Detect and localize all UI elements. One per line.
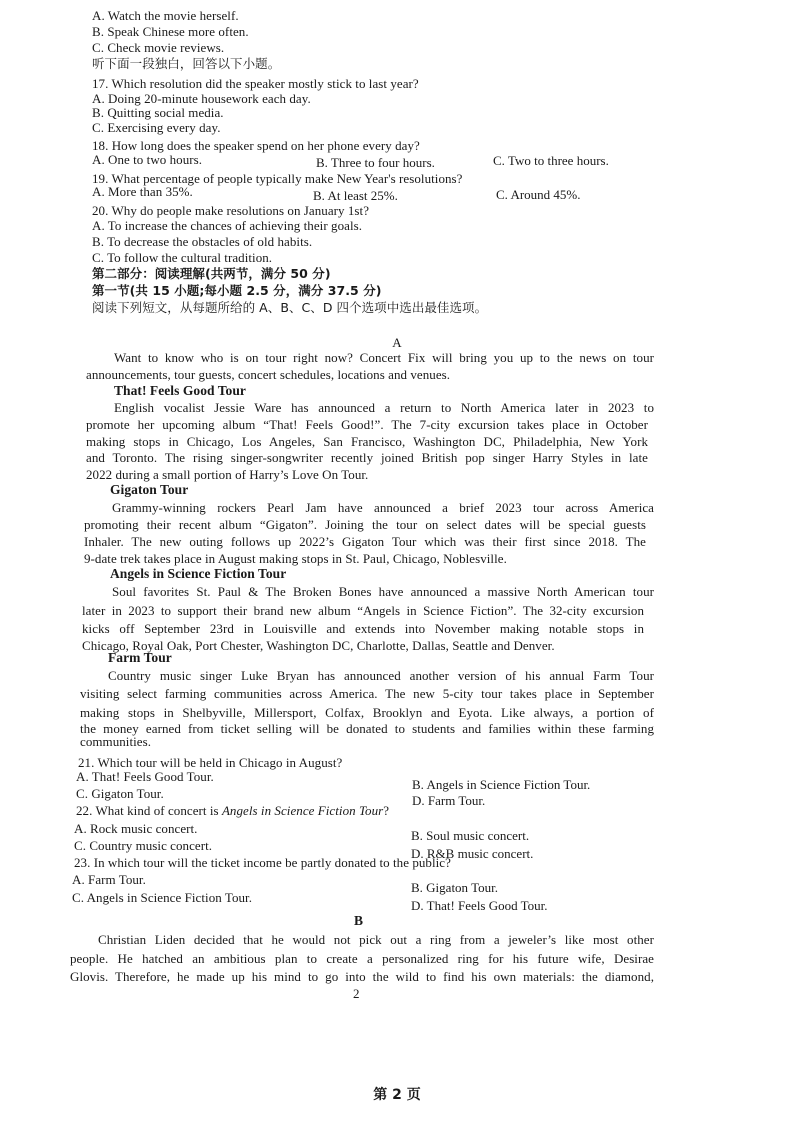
tour-line: promote her upcoming album “That! Feels Good!”. The 7-city excursion takes place in October xyxy=(86,417,648,432)
tour-line: Grammy-winning rockers Pearl Jam have announced a brief 2023 tour across America xyxy=(112,500,654,515)
passage-b-label: B xyxy=(354,913,364,928)
q22-option-b: B. Soul music concert. xyxy=(411,828,530,843)
tour-title: That! Feels Good Tour xyxy=(114,383,246,398)
tour-title: Angels in Science Fiction Tour xyxy=(110,566,287,581)
q20-stem: 20. Why do people make resolutions on January 1st? xyxy=(92,203,370,218)
part2-instruction: 阅读下列短文，从每题所给的 A、B、C、D 四个选项中选出最佳选项。 xyxy=(92,300,488,315)
tour-line: 9-date trek takes place in August making stops in St. Paul, Chicago, Noblesville. xyxy=(84,551,507,566)
tour-line: promoting their recent album “Gigaton”. Joining the tour on select dates will be special guests xyxy=(84,517,646,532)
tour-line: Inhaler. The new outing follows up 2022’s Gigaton Tour which was their first since 2018. The xyxy=(84,534,646,549)
tour-line: later in 2023 to support their brand new album “Angels in Science Fiction”. The 32-city excursion xyxy=(82,603,644,618)
tour-line: and Toronto. The rising singer-songwriter recently joined British pop singer Harry Styles in late xyxy=(86,450,648,465)
section-instruction: 听下面一段独白，回答以下小题。 xyxy=(92,56,281,71)
q22-stem-end: ? xyxy=(383,803,390,818)
part2-heading: 第二部分：阅读理解(共两节，满分 50 分) xyxy=(92,266,331,281)
q23-option-c: C. Angels in Science Fiction Tour. xyxy=(72,890,253,905)
tour-title: Farm Tour xyxy=(108,650,172,665)
q22-stem-title: Angels in Science Fiction Tour xyxy=(221,803,384,818)
passage-a-label: A xyxy=(392,335,402,350)
tour-line: the money earned from ticket selling will be donated to students and families within these farming xyxy=(80,721,654,736)
top-option-a: A. Watch the movie herself. xyxy=(92,8,239,23)
tour-line: English vocalist Jessie Ware has announced a return to North America later in 2023 to xyxy=(114,400,654,415)
part2-subheading: 第一节(共 15 小题;每小题 2.5 分，满分 37.5 分) xyxy=(92,283,382,298)
q23-option-a: A. Farm Tour. xyxy=(72,872,146,887)
top-option-b: B. Speak Chinese more often. xyxy=(92,24,249,39)
q21-option-a: A. That! Feels Good Tour. xyxy=(76,769,214,784)
q22-option-c: C. Country music concert. xyxy=(74,838,213,853)
q23-option-d: D. That! Feels Good Tour. xyxy=(411,898,548,913)
q19-option-a: A. More than 35%. xyxy=(92,184,193,199)
tour-line: Chicago, Royal Oak, Port Chester, Washington DC, Charlotte, Dallas, Seattle and Denver. xyxy=(82,638,555,653)
q18-option-b: B. Three to four hours. xyxy=(316,155,435,170)
q21-stem: 21. Which tour will be held in Chicago in August? xyxy=(78,755,343,770)
tour-line: communities. xyxy=(80,734,152,749)
q19-option-c: C. Around 45%. xyxy=(496,187,581,202)
q22-stem xyxy=(76,803,389,818)
passage-b-line: Glovis. Therefore, he made up his mind to go into the wild to find his own materials: the diamond, xyxy=(70,969,654,984)
q20-option-c: C. To follow the cultural tradition. xyxy=(92,250,273,265)
tour-line: visiting select farming communities across America. The new 5-city tour takes place in September xyxy=(80,686,654,701)
passage-a-intro-line: announcements, tour guests, concert schedules, locations and venues. xyxy=(86,367,451,382)
q23-stem: 23. In which tour will the ticket income be partly donated to the public? xyxy=(74,855,451,870)
q18-option-c: C. Two to three hours. xyxy=(493,153,609,168)
printed-page-number: 2 xyxy=(353,986,360,1001)
q23-option-b: B. Gigaton Tour. xyxy=(411,880,498,895)
tour-line: 2022 during a small portion of Harry’s Love On Tour. xyxy=(86,467,369,482)
passage-b-line: people. He hatched an ambitious plan to create a personalized ring for his future wife, Desirae xyxy=(70,951,654,966)
q19-option-b: B. At least 25%. xyxy=(313,188,398,203)
q22-option-d: D. R&B music concert. xyxy=(411,846,534,861)
q20-option-b: B. To decrease the obstacles of old habits. xyxy=(92,234,313,249)
q18-option-a: A. One to two hours. xyxy=(92,152,203,167)
tour-line: Country music singer Luke Bryan has announced another version of his annual Farm Tour xyxy=(108,668,654,683)
q17-option-b: B. Quitting social media. xyxy=(92,105,224,120)
tour-line: kicks off September 23rd in Louisville and extends into November making notable stops in xyxy=(82,621,644,636)
q21-option-c: C. Gigaton Tour. xyxy=(76,786,164,801)
page-footer: 第 2 页 xyxy=(373,1087,421,1103)
tour-title: Gigaton Tour xyxy=(110,482,189,497)
passage-a-intro-line: Want to know who is on tour right now? Concert Fix will bring you up to the news on tour xyxy=(114,350,654,365)
tour-line: Soul favorites St. Paul & The Broken Bones have announced a massive North American tour xyxy=(112,584,654,599)
q17-option-a: A. Doing 20-minute housework each day. xyxy=(92,91,311,106)
top-option-c: C. Check movie reviews. xyxy=(92,40,225,55)
q17-stem: 17. Which resolution did the speaker mostly stick to last year? xyxy=(92,76,419,91)
q19-stem: 19. What percentage of people typically make New Year's resolutions? xyxy=(92,171,463,186)
q22-option-a: A. Rock music concert. xyxy=(74,821,198,836)
q21-option-b: B. Angels in Science Fiction Tour. xyxy=(412,777,591,792)
tour-line: making stops in Shelbyville, Millersport, Colfax, Brooklyn and Eyota. Like always, a portion of xyxy=(80,705,654,720)
q22-stem-text: 22. What kind of concert is xyxy=(76,803,222,818)
q17-option-c: C. Exercising every day. xyxy=(92,120,221,135)
tour-line: making stops in Chicago, Los Angeles, San Francisco, Washington DC, Philadelphia, New York xyxy=(86,434,648,449)
q21-option-d: D. Farm Tour. xyxy=(412,793,486,808)
q20-option-a: A. To increase the chances of achieving their goals. xyxy=(92,218,363,233)
passage-b-line: Christian Liden decided that he would not pick out a ring from a jeweler’s like most other xyxy=(98,932,654,947)
q18-stem: 18. How long does the speaker spend on her phone every day? xyxy=(92,138,420,153)
